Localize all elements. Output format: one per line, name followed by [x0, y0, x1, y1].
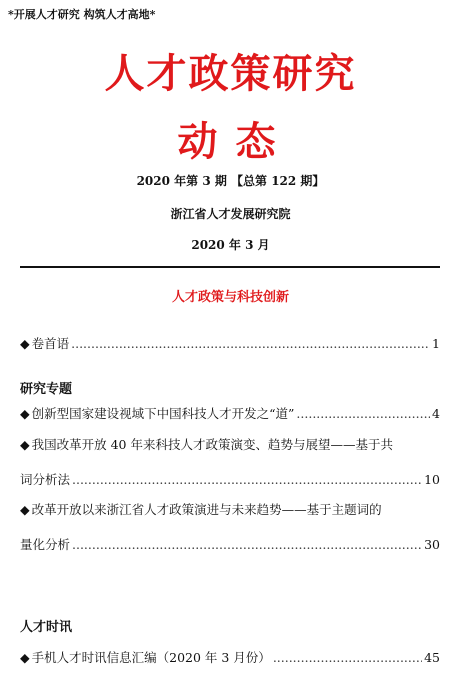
toc-title: 卷首语 [31, 336, 70, 351]
toc-title: 改革开放以来浙江省人才政策演进与未来趋势——基于主题词的 [31, 502, 382, 517]
diamond-bullet-icon: ◆ [20, 406, 30, 421]
toc-title-cont: 词分析法 [20, 472, 71, 487]
toc-page: 1 [432, 336, 440, 351]
diamond-bullet-icon: ◆ [20, 336, 30, 351]
diamond-bullet-icon: ◆ [20, 437, 30, 452]
divider [20, 266, 440, 268]
section-heading-news: 人才时讯 [20, 620, 73, 635]
toc-title: 我国改革开放 40 年来科技人才政策演变、趋势与展望——基于共 [31, 437, 393, 452]
toc-page: 30 [424, 537, 440, 552]
journal-title: 人才政策研究 [104, 50, 357, 97]
section-heading-research: 研究专题 [20, 382, 73, 397]
toc-title: 创新型国家建设视域下中国科技人才开发之“道” [31, 406, 295, 421]
slogan: *开展人才研究 构筑人才高地* [8, 8, 156, 21]
leader-dots [72, 472, 422, 487]
toc-item[interactable] [20, 404, 440, 422]
toc-page: 10 [424, 472, 440, 487]
issue-number: 2020 年第 3 期 【总第 122 期】 [136, 174, 325, 188]
leader-dots [273, 650, 422, 665]
diamond-bullet-icon: ◆ [20, 650, 30, 665]
toc-title-cont: 量化分析 [20, 537, 71, 552]
toc-page: 4 [432, 406, 440, 421]
leader-dots [72, 537, 422, 552]
toc-item[interactable] [20, 435, 440, 488]
publication-date: 2020 年 3 月 [191, 238, 270, 252]
issue-theme: 人才政策与科技创新 [171, 290, 289, 305]
leader-dots [71, 336, 430, 351]
leader-dots [296, 406, 430, 421]
toc-title: 手机人才时讯信息汇编（2020 年 3 月份） [31, 650, 271, 665]
toc-item[interactable] [20, 500, 440, 553]
toc-foreword[interactable] [20, 334, 440, 352]
diamond-bullet-icon: ◆ [20, 502, 30, 517]
toc-item[interactable] [20, 648, 440, 666]
publisher: 浙江省人才发展研究院 [170, 207, 291, 221]
journal-subtitle: 动态 [177, 118, 294, 165]
toc-page: 45 [424, 650, 440, 665]
